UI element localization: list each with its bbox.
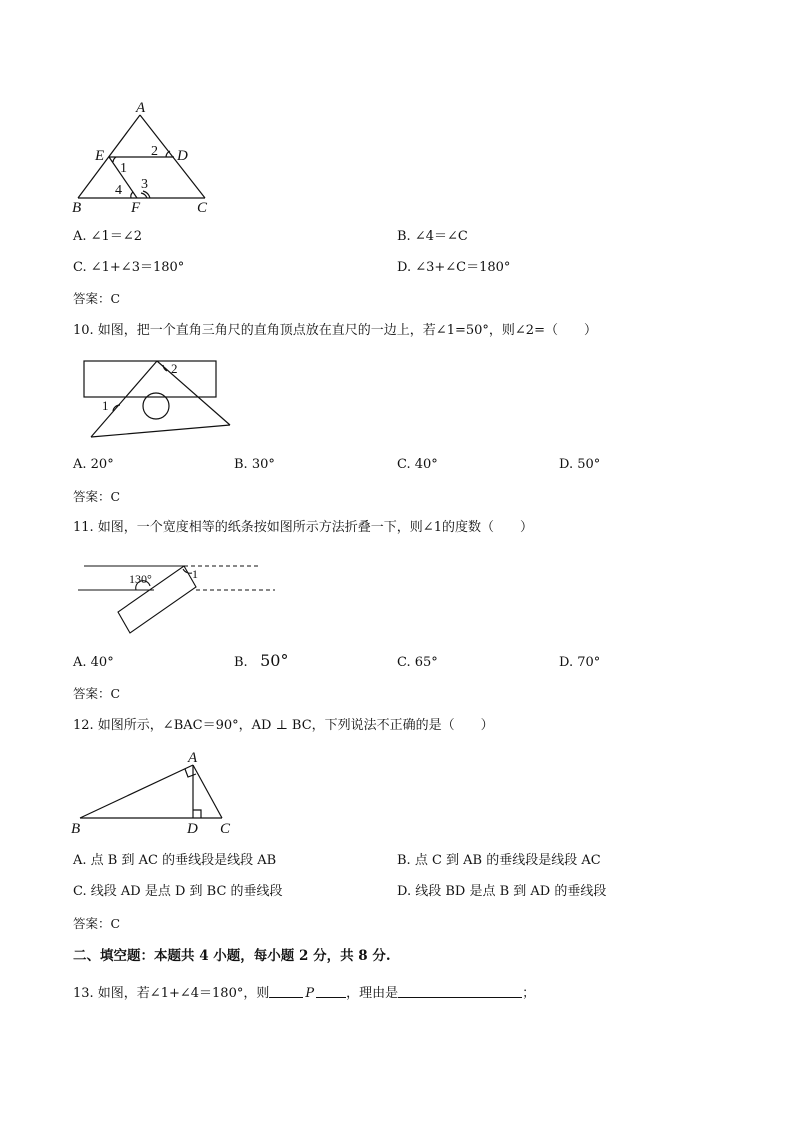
q11-angle-130: 130° <box>129 572 152 586</box>
q12-label-A: A <box>188 750 198 766</box>
q10-option-d: D. 50° <box>559 457 601 472</box>
q13-prefix: 13. 如图，若∠1+∠4＝180°，则 <box>73 986 270 1001</box>
q9-option-d: D. ∠3+∠C＝180° <box>397 260 511 275</box>
q9-label-B: B <box>72 200 82 216</box>
q13-suffix-2: ； <box>522 986 536 1001</box>
q10-option-a: A. 20° <box>73 457 114 472</box>
q9-option-b: B. ∠4＝∠C <box>397 229 468 244</box>
q11-angle-1: 1 <box>192 567 198 581</box>
q12-label-C: C <box>220 821 231 837</box>
q9-option-a: A. ∠1＝∠2 <box>73 229 142 244</box>
q9-angle-3: 3 <box>141 177 148 192</box>
q10-stem: 10. 如图，把一个直角三角尺的直角顶点放在直尺的一边上，若∠1=50°，则∠2=（ ） <box>73 323 597 338</box>
q11-option-d: D. 70° <box>559 655 601 670</box>
q11-stem: 11. 如图，一个宽度相等的纸条按如图所示方法折叠一下，则∠1的度数（ ） <box>73 520 533 535</box>
q11-option-b <box>234 653 288 671</box>
q9-angle-4: 4 <box>115 183 122 198</box>
q12-option-d: D. 线段 BD 是点 B 到 AD 的垂线段 <box>397 884 607 899</box>
q10-angle-1: 1 <box>102 398 109 413</box>
q9-label-E: E <box>95 148 105 164</box>
q10-answer: 答案：C <box>73 489 121 504</box>
q13-suffix-1: ，理由是 <box>346 986 399 1001</box>
q10-angle-2: 2 <box>171 361 178 376</box>
q9-label-A: A <box>136 100 146 116</box>
q12-option-a: A. 点 B 到 AC 的垂线段是线段 AB <box>73 853 277 868</box>
q12-stem: 12. 如图所示，∠BAC＝90°，AD ⊥ BC，下列说法不正确的是（ ） <box>73 718 494 733</box>
q9-label-F: F <box>131 200 141 216</box>
section-2-title: 二、填空题：本题共 4 小题，每小题 2 分，共 8 分. <box>73 948 391 964</box>
q9-option-c: C. ∠1+∠3＝180° <box>73 260 185 275</box>
q12-label-B: B <box>71 821 81 837</box>
q13-middle: P <box>305 986 315 1001</box>
q12-label-D: D <box>187 821 198 837</box>
q11-option-c: C. 65° <box>397 655 438 670</box>
q11-answer: 答案：C <box>73 686 121 701</box>
q10-option-b: B. 30° <box>234 457 275 472</box>
q12-option-b: B. 点 C 到 AB 的垂线段是线段 AC <box>397 853 601 868</box>
q10-option-c: C. 40° <box>397 457 438 472</box>
q9-answer: 答案：C <box>73 291 121 306</box>
q9-angle-1: 1 <box>120 161 127 176</box>
q13-stem <box>73 985 535 1002</box>
q9-angle-2: 2 <box>151 144 158 159</box>
q13-blank-reason[interactable] <box>398 985 522 998</box>
q12-answer: 答案：C <box>73 916 121 931</box>
q9-label-C: C <box>197 200 208 216</box>
q11-option-b-letter: B. <box>234 655 248 670</box>
q13-blank-2[interactable] <box>316 985 346 998</box>
q12-option-c: C. 线段 AD 是点 D 到 BC 的垂线段 <box>73 884 283 899</box>
q9-label-D: D <box>177 148 188 164</box>
q11-option-a: A. 40° <box>73 655 114 670</box>
q13-blank-1[interactable] <box>269 985 303 998</box>
q11-option-b-value: 50° <box>260 651 289 670</box>
